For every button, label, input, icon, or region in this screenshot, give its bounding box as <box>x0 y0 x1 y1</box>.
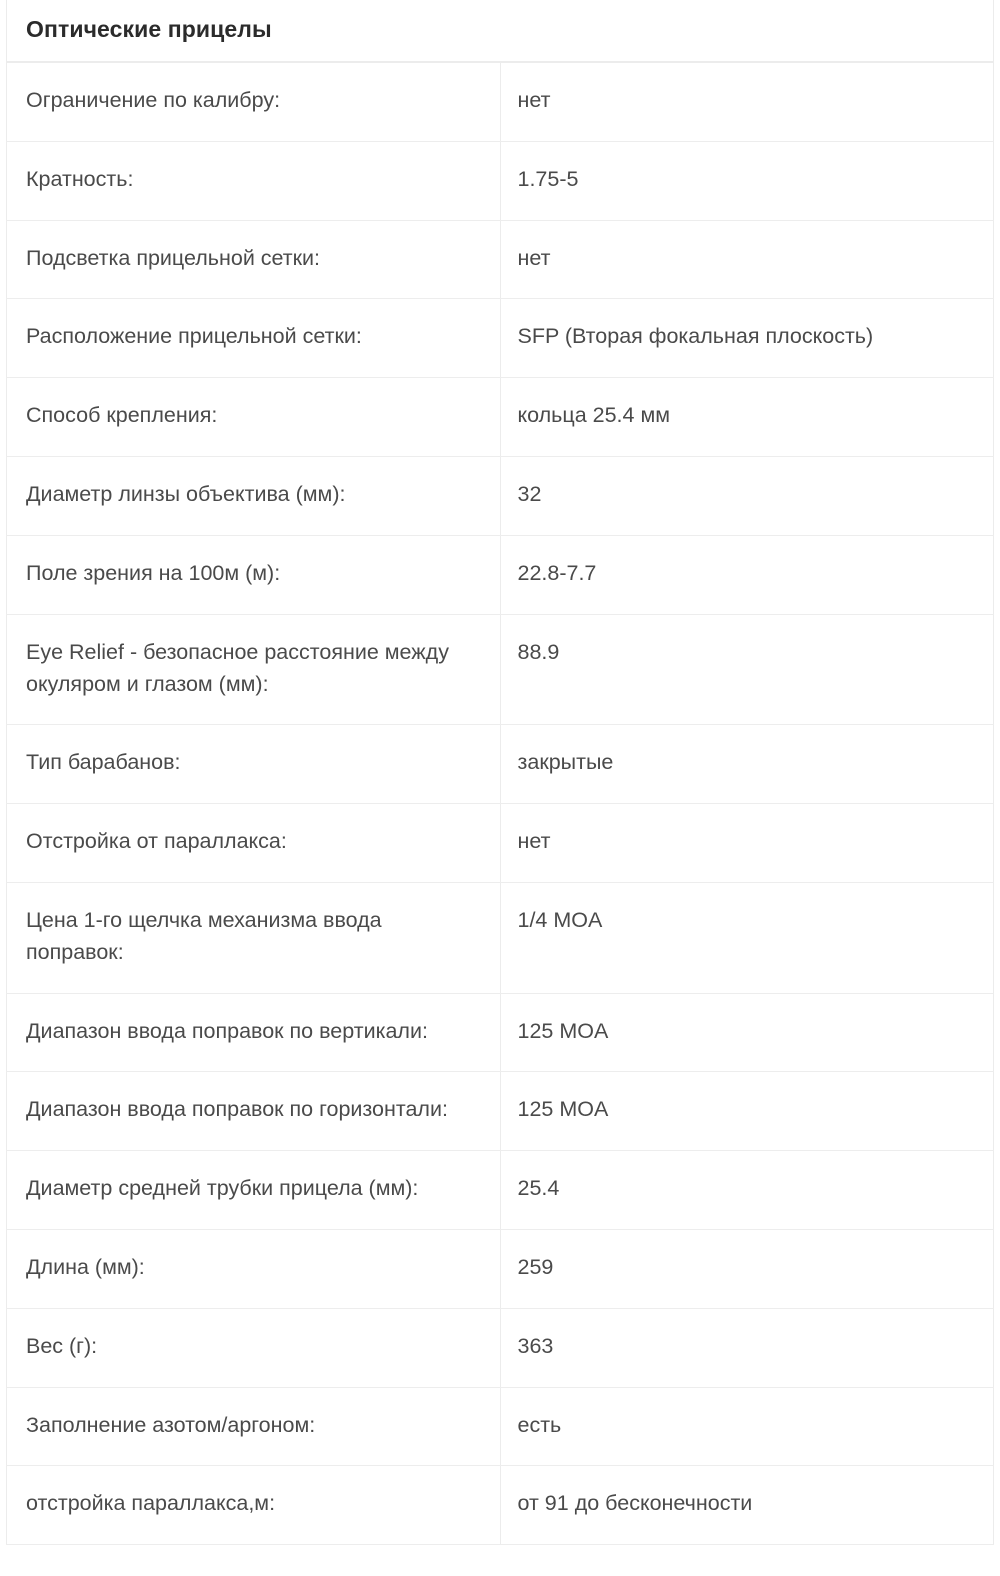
spec-name: Вес (г): <box>7 1308 501 1387</box>
spec-name: Способ крепления: <box>7 378 501 457</box>
spec-name: Подсветка прицельной сетки: <box>7 220 501 299</box>
spec-value: 88.9 <box>500 614 994 725</box>
spec-row <box>7 614 994 725</box>
spec-name: Длина (мм): <box>7 1230 501 1309</box>
spec-value: 259 <box>500 1230 994 1309</box>
specifications-table-body <box>7 0 994 1545</box>
spec-name: Отстройка от параллакса: <box>7 804 501 883</box>
specifications-title-row <box>7 0 994 62</box>
spec-row <box>7 804 994 883</box>
spec-name: отстройка параллакса,м: <box>7 1466 501 1545</box>
spec-row <box>7 993 994 1072</box>
spec-value: нет <box>500 220 994 299</box>
spec-name: Заполнение азотом/аргоном: <box>7 1387 501 1466</box>
spec-row <box>7 535 994 614</box>
spec-name: Поле зрения на 100м (м): <box>7 535 501 614</box>
spec-value: кольца 25.4 мм <box>500 378 994 457</box>
spec-row <box>7 1308 994 1387</box>
spec-value: нет <box>500 804 994 883</box>
panel-title: Оптические прицелы <box>7 0 994 62</box>
spec-name: Диапазон ввода поправок по вертикали: <box>7 993 501 1072</box>
spec-name: Диаметр линзы объектива (мм): <box>7 457 501 536</box>
spec-name: Тип барабанов: <box>7 725 501 804</box>
spec-name: Eye Relief - безопасное расстояние между окуляром и глазом (мм): <box>7 614 501 725</box>
spec-value: есть <box>500 1387 994 1466</box>
spec-row <box>7 299 994 378</box>
spec-row <box>7 882 994 993</box>
spec-row <box>7 457 994 536</box>
spec-row <box>7 1151 994 1230</box>
spec-value: 32 <box>500 457 994 536</box>
spec-value: 125 MOA <box>500 993 994 1072</box>
spec-name: Диапазон ввода поправок по горизонтали: <box>7 1072 501 1151</box>
spec-row <box>7 1387 994 1466</box>
spec-row <box>7 1466 994 1545</box>
spec-value: нет <box>500 62 994 141</box>
spec-name: Ограничение по калибру: <box>7 62 501 141</box>
spec-name: Расположение прицельной сетки: <box>7 299 501 378</box>
spec-value: 1/4 MOA <box>500 882 994 993</box>
spec-row <box>7 1230 994 1309</box>
spec-row <box>7 62 994 141</box>
spec-row <box>7 220 994 299</box>
spec-value: 25.4 <box>500 1151 994 1230</box>
spec-value: 22.8-7.7 <box>500 535 994 614</box>
spec-name: Цена 1-го щелчка механизма ввода поправок: <box>7 882 501 993</box>
spec-name: Кратность: <box>7 141 501 220</box>
spec-value: SFP (Вторая фокальная плоскость) <box>500 299 994 378</box>
spec-value: 1.75-5 <box>500 141 994 220</box>
spec-name: Диаметр средней трубки прицела (мм): <box>7 1151 501 1230</box>
spec-value: закрытые <box>500 725 994 804</box>
spec-value: 363 <box>500 1308 994 1387</box>
spec-row <box>7 1072 994 1151</box>
spec-row <box>7 725 994 804</box>
spec-row <box>7 378 994 457</box>
spec-value: от 91 до бесконечности <box>500 1466 994 1545</box>
spec-row <box>7 141 994 220</box>
specifications-table <box>6 0 994 1545</box>
spec-value: 125 MOA <box>500 1072 994 1151</box>
